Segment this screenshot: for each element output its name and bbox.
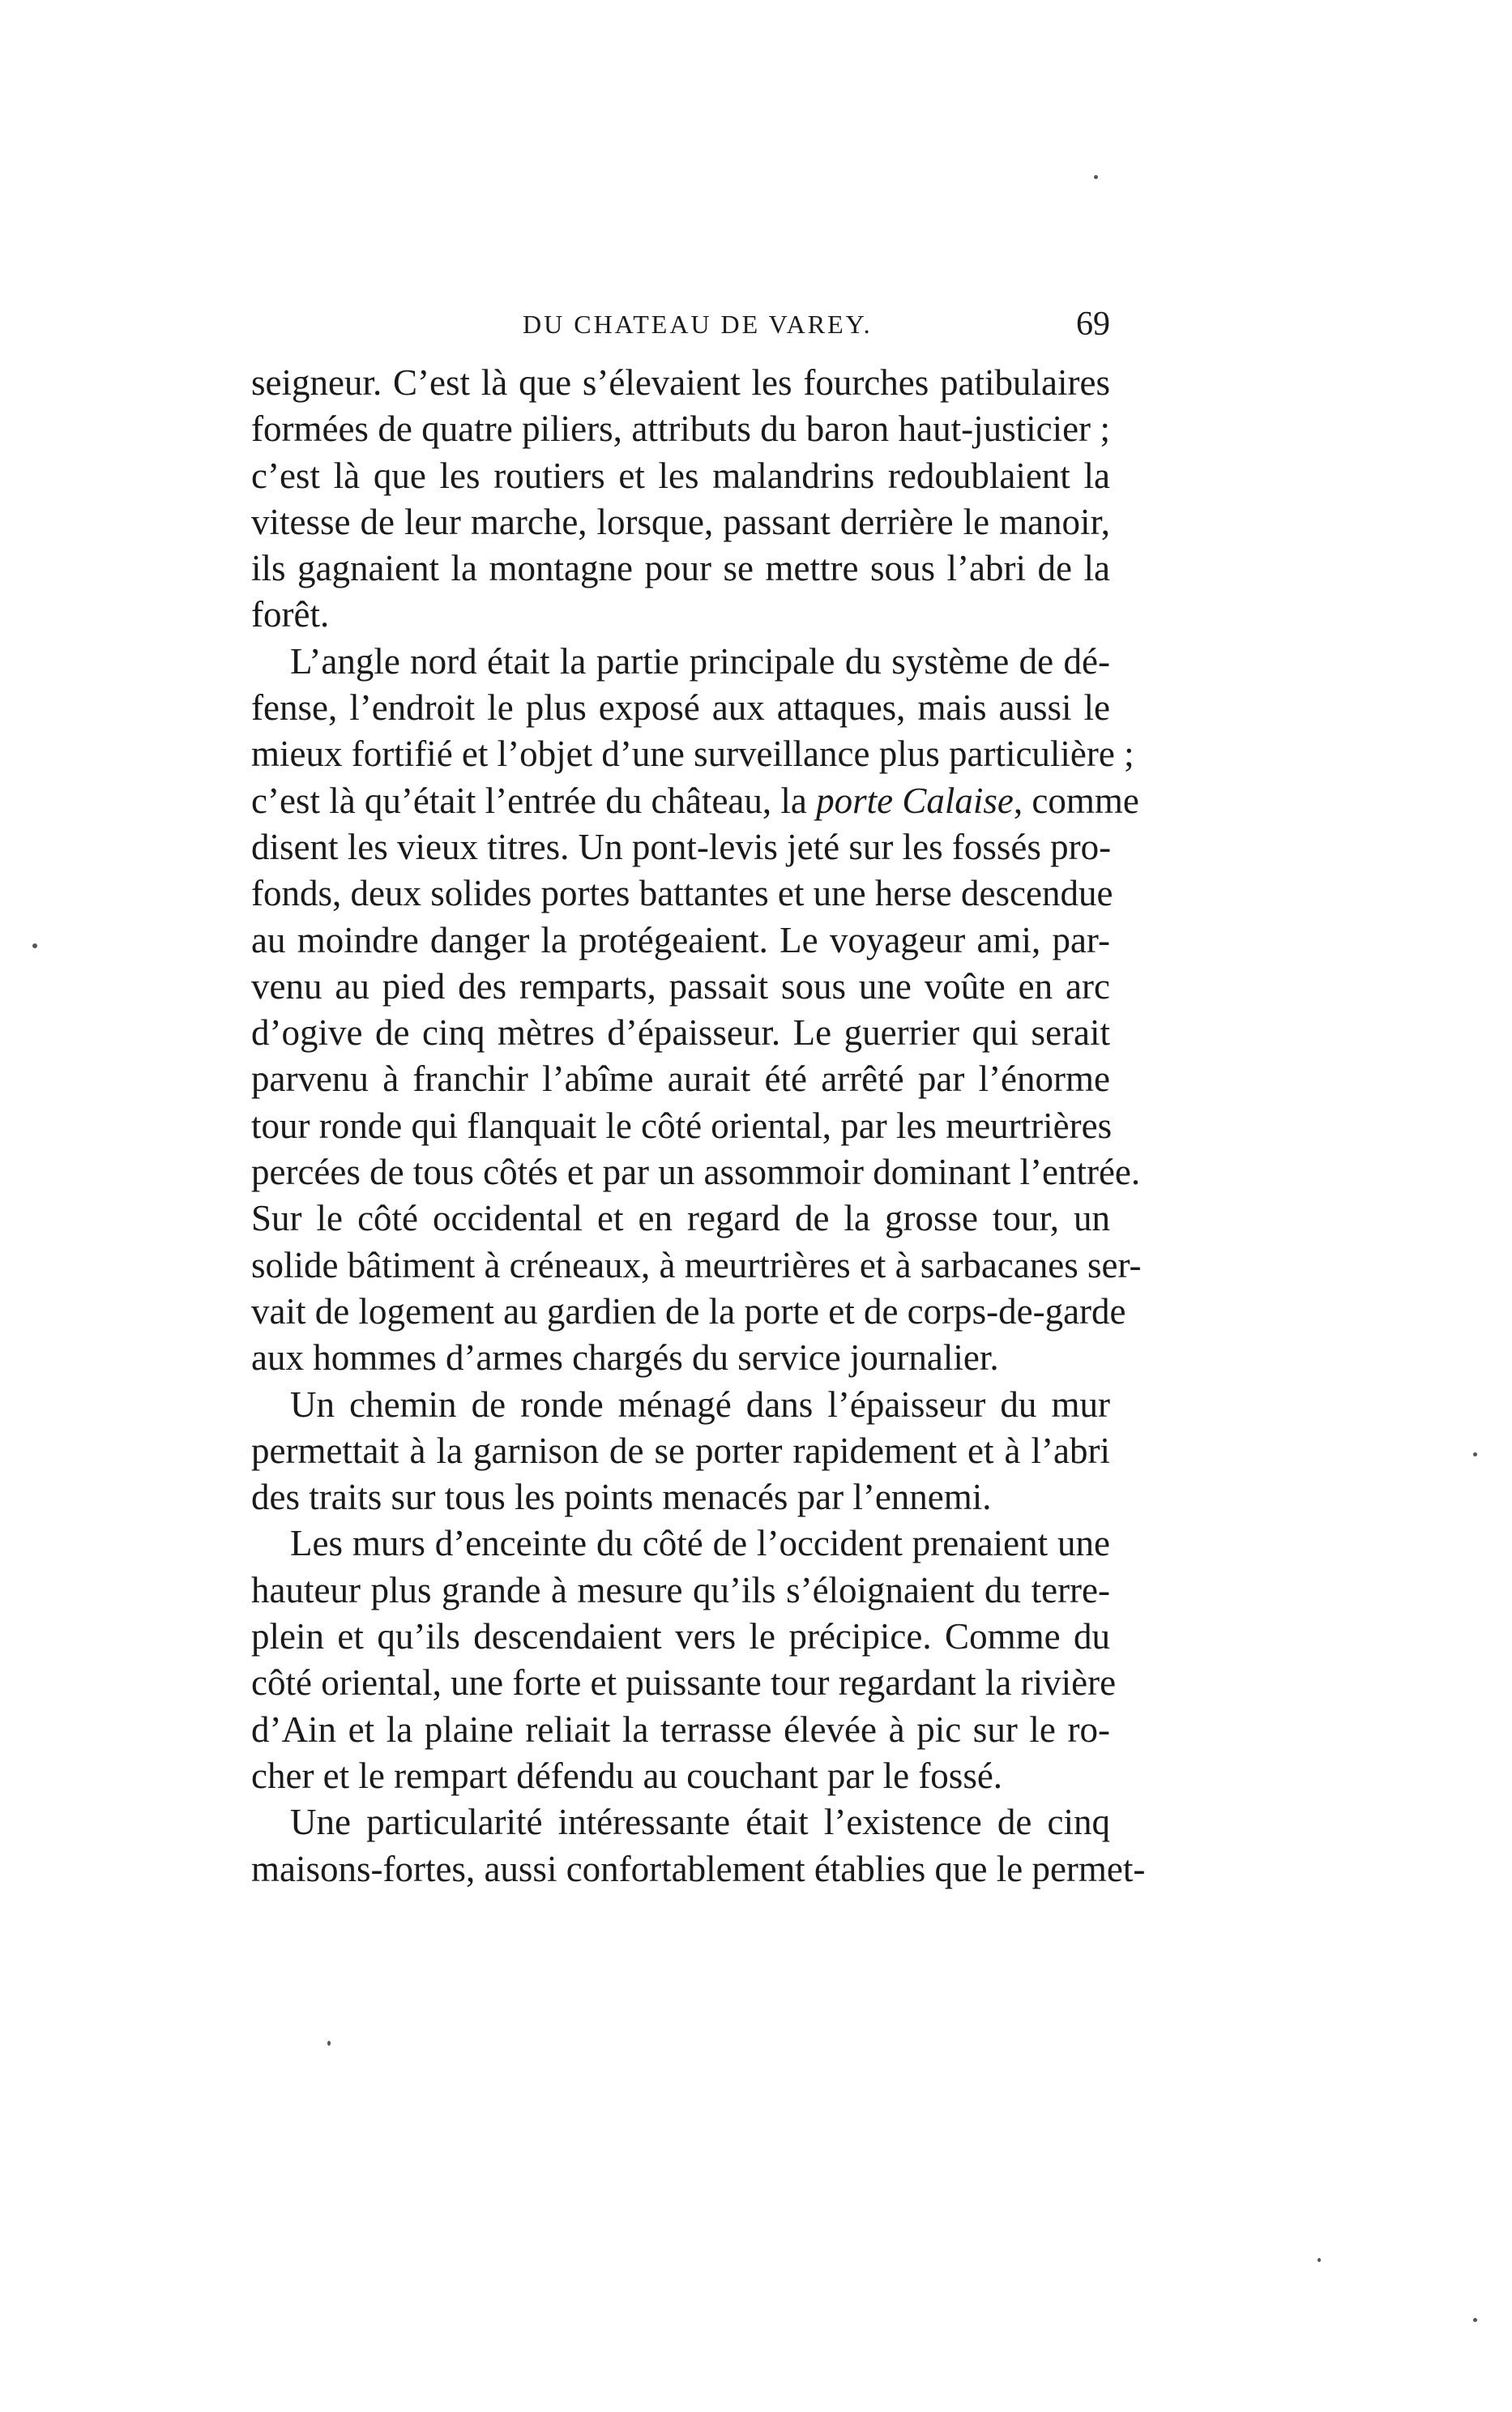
text-line: mieux fortifié et l’objet d’une surveillance plus particulière ; bbox=[251, 733, 1134, 775]
text-line: percées de tous côtés et par un assommoir dominant l’entrée. bbox=[251, 1152, 1141, 1193]
text-line: hauteur plus grande à mesure qu’ils s’éloignaient du terre- bbox=[251, 1569, 1110, 1610]
text-line: vitesse de leur marche, lorsque, passant derrière le manoir, bbox=[251, 501, 1110, 542]
scan-speck bbox=[1318, 2258, 1321, 2262]
text-line: maisons-fortes, aussi confortablement établies que le permet- bbox=[251, 1848, 1146, 1889]
text-line: tour ronde qui flanquait le côté oriental, par les meurtrières bbox=[251, 1105, 1113, 1146]
text-segment: c’est là qu’était l’entrée du château, la bbox=[251, 780, 807, 821]
text-segment: , comme bbox=[1013, 780, 1139, 821]
scan-speck bbox=[32, 943, 37, 948]
text-line: permettait à la garnison de se porter rapidement et à l’abri bbox=[251, 1430, 1110, 1471]
text-line-with-italic bbox=[251, 778, 1139, 824]
text-line: L’angle nord était la partie principale du système de dé- bbox=[290, 640, 1110, 682]
text-line: ils gagnaient la montagne pour se mettre sous l’abri de la bbox=[251, 548, 1110, 589]
text-line: parvenu à franchir l’abîme aurait été arrêté par l’énorme bbox=[251, 1058, 1110, 1100]
text-line: fonds, deux solides portes battantes et une herse descendue bbox=[251, 873, 1113, 914]
text-line: venu au pied des remparts, passait sous une voûte en arc bbox=[251, 965, 1110, 1007]
text-line: forêt. bbox=[251, 594, 330, 635]
scan-speck bbox=[327, 2041, 331, 2046]
running-head bbox=[251, 306, 1110, 358]
body-text bbox=[251, 360, 1146, 1892]
text-line: disent les vieux titres. Un pont-levis jeté sur les fossés pro- bbox=[251, 826, 1112, 867]
text-line: des traits sur tous les points menacés par l’ennemi. bbox=[251, 1477, 992, 1518]
text-line: fense, l’endroit le plus exposé aux attaques, mais aussi le bbox=[251, 687, 1110, 729]
text-line: d’Ain et la plaine reliait la terrasse élevée à pic sur le ro- bbox=[251, 1708, 1110, 1750]
text-line: solide bâtiment à créneaux, à meurtrières et à sarbacanes ser- bbox=[251, 1244, 1142, 1285]
text-line: Une particularité intéressante était l’existence de cinq bbox=[290, 1802, 1110, 1843]
running-title: DU CHATEAU DE VAREY. bbox=[523, 310, 873, 339]
scan-speck bbox=[1473, 2318, 1477, 2322]
text-line: plein et qu’ils descendaient vers le précipice. Comme du bbox=[251, 1616, 1110, 1657]
text-line: c’est là que les routiers et les malandrins redoublaient la bbox=[251, 455, 1110, 496]
text-line: d’ogive de cinq mètres d’épaisseur. Le guerrier qui serait bbox=[251, 1012, 1110, 1054]
text-line: Sur le côté occidental et en regard de la grosse tour, un bbox=[251, 1198, 1110, 1239]
text-line: Un chemin de ronde ménagé dans l’épaisseur du mur bbox=[290, 1383, 1110, 1425]
text-line: formées de quatre piliers, attributs du baron haut-justicier ; bbox=[251, 408, 1110, 450]
text-line: Les murs d’enceinte du côté de l’occident prenaient une bbox=[290, 1523, 1110, 1564]
text-line: seigneur. C’est là que s’élevaient les fourches patibulaires bbox=[251, 362, 1110, 403]
text-line: côté oriental, une forte et puissante tour regardant la rivière bbox=[251, 1662, 1117, 1704]
page-number: 69 bbox=[1076, 306, 1110, 343]
italic-phrase: porte Calaise bbox=[816, 780, 1014, 821]
scan-speck bbox=[1473, 1452, 1477, 1456]
scan-speck bbox=[1094, 175, 1098, 179]
text-line: vait de logement au gardien de la porte et de corps-de-garde bbox=[251, 1290, 1126, 1332]
text-line: au moindre danger la protégeaient. Le voyageur ami, par- bbox=[251, 919, 1110, 960]
text-line: cher et le rempart défendu au couchant par le fossé. bbox=[251, 1755, 1003, 1796]
text-line: aux hommes d’armes chargés du service journalier. bbox=[251, 1337, 999, 1379]
